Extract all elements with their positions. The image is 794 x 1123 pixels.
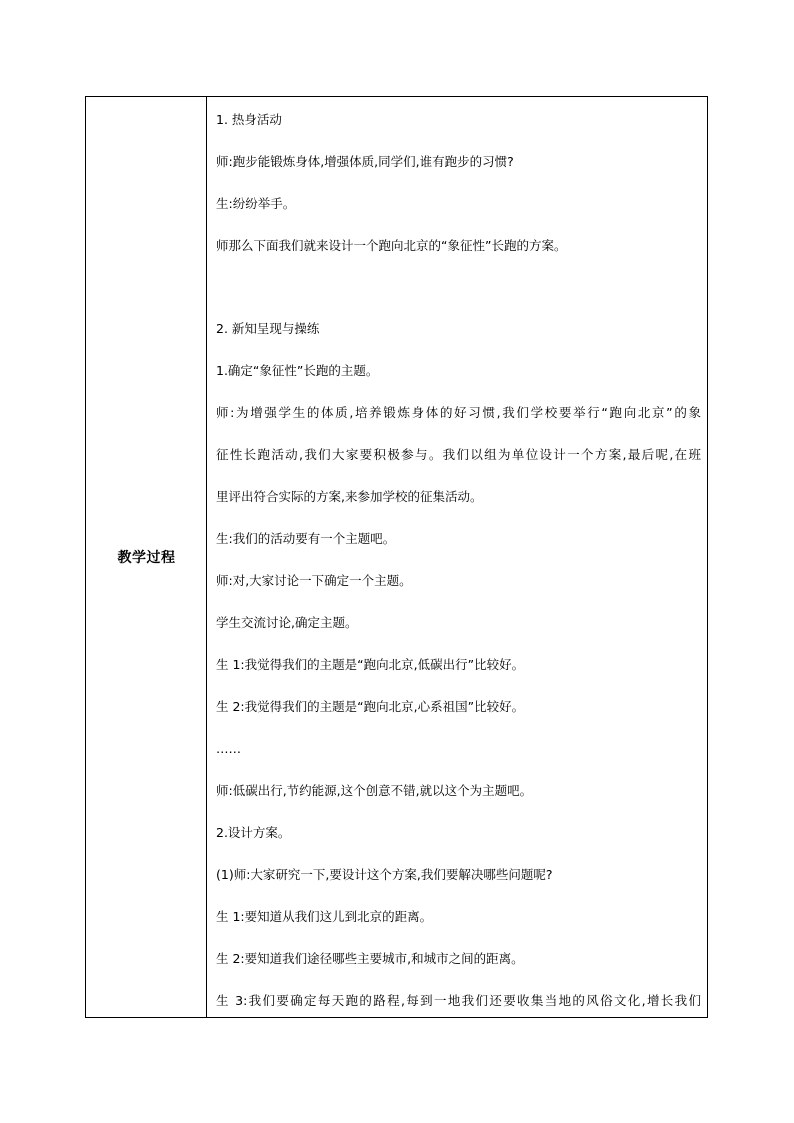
paragraph-line: 生 2:我觉得我们的主题是“跑向北京,心系祖国”比较好。 [216, 699, 525, 714]
paragraph-line: 生:纷纷举手。 [216, 196, 296, 211]
paragraph-line: (1)师:大家研究一下,要设计这个方案,我们要解决哪些问题呢? [216, 867, 553, 882]
lesson-table [85, 96, 708, 1018]
paragraph-line: 师那么下面我们就来设计一个跑向北京的“象征性”长跑的方案。 [216, 238, 567, 253]
section-label-cell [86, 97, 207, 1017]
paragraph-line: 生:我们的活动要有一个主题吧。 [216, 531, 396, 546]
heading-warmup: 1. 热身活动 [216, 112, 282, 127]
paragraph-line: 2.设计方案。 [216, 825, 291, 840]
paragraph-line: 生 1:我觉得我们的主题是“跑向北京,低碳出行”比较好。 [216, 657, 525, 672]
paragraph-line: 师:跑步能锻炼身体,增强体质,同学们,谁有跑步的习惯? [216, 154, 514, 169]
paragraph-line: 学生交流讨论,确定主题。 [216, 615, 358, 630]
paragraph-line: 师:为增强学生的体质,培养锻炼身体的好习惯,我们学校要举行“跑向北京”的象 [216, 405, 701, 420]
paragraph-line: 征性长跑活动,我们大家要积极参与。我们以组为单位设计一个方案,最后呢,在班 [216, 447, 701, 462]
paragraph-line: 师:低碳出行,节约能源,这个创意不错,就以这个为主题吧。 [216, 783, 533, 798]
paragraph-line: 师:对,大家讨论一下确定一个主题。 [216, 573, 412, 588]
paragraph-line: 生 3:我们要确定每天跑的路程,每到一地我们还要收集当地的风俗文化,增长我们 [216, 993, 701, 1008]
heading-new-knowledge: 2. 新知呈现与操练 [216, 321, 320, 336]
paragraph-line: 生 1:要知道从我们这儿到北京的距离。 [216, 909, 433, 924]
paragraph-line: 生 2:要知道我们途径哪些主要城市,和城市之间的距离。 [216, 951, 524, 966]
ellipsis-line: …… [216, 741, 241, 756]
paragraph-line: 1.确定“象征性”长跑的主题。 [216, 363, 379, 378]
section-label: 教学过程 [117, 550, 176, 566]
lesson-content-cell [207, 97, 707, 1017]
paragraph-line: 里评出符合实际的方案,来参加学校的征集活动。 [216, 489, 483, 504]
